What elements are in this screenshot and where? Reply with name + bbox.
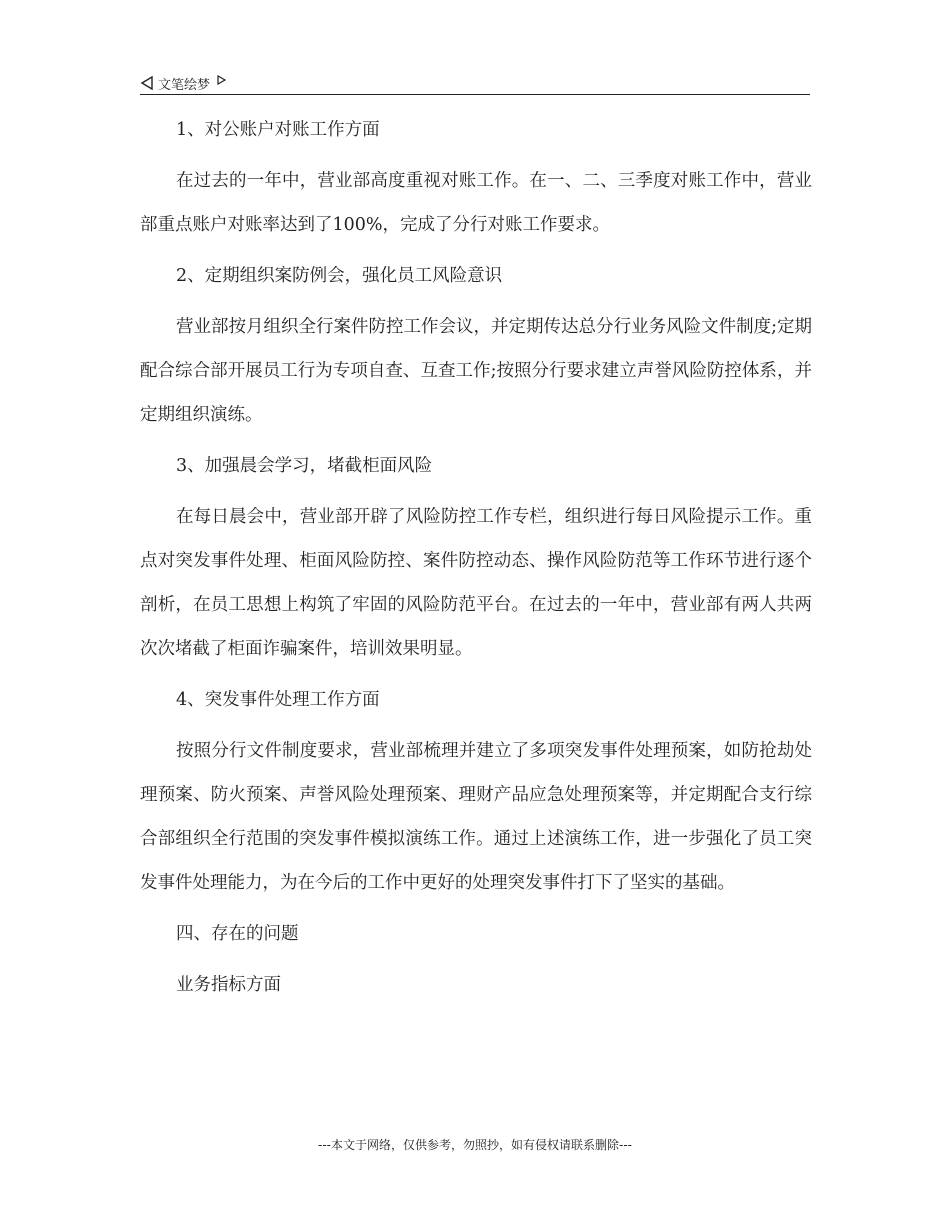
section-heading: 2、定期组织案防例会，强化员工风险意识 bbox=[176, 266, 503, 286]
subsection-heading: 业务指标方面 bbox=[176, 975, 281, 995]
section-heading: 3、加强晨会学习，堵截柜面风险 bbox=[176, 456, 433, 476]
triangle-left-icon bbox=[140, 76, 154, 90]
section-paragraph: 营业部按月组织全行案件防控工作会议，并定期传达总分行业务风险文件制度;定期配合综合部开展员工行为专项自查、互查工作;按照分行要求建立声誉风险防控体系，并定期组织演练。 bbox=[140, 317, 812, 425]
brand-name: 文笔绘梦 bbox=[158, 77, 211, 93]
section-paragraph: 在过去的一年中，营业部高度重视对账工作。在一、二、三季度对账工作中，营业部重点账户对账率达到了100%，完成了分行对账工作要求。 bbox=[140, 171, 812, 235]
section-paragraph: 在每日晨会中，营业部开辟了风险防控工作专栏，组织进行每日风险提示工作。重点对突发事件处理、柜面风险防控、案件防控动态、操作风险防范等工作环节进行逐个剖析，在员工思想上构筑了牢固的风险防范平台。在过去的一年中，营业部有两人共两次次堵截了柜面诈骗案件，培训效果明显。 bbox=[140, 507, 812, 659]
section-heading: 4、突发事件处理工作方面 bbox=[176, 690, 380, 710]
document-body bbox=[140, 108, 812, 1014]
chapter-heading: 四、存在的问题 bbox=[176, 924, 299, 944]
page-header bbox=[140, 72, 810, 95]
triangle-right-icon bbox=[216, 75, 226, 85]
section-paragraph: 按照分行文件制度要求，营业部梳理并建立了多项突发事件处理预案，如防抢劫处理预案、防火预案、声誉风险处理预案、理财产品应急处理预案等，并定期配合支行综合部组织全行范围的突发事件模拟演练工作。通过上述演练工作，进一步强化了员工突发事件处理能力，为在今后的工作中更好的处理突发事件打下了坚实的基础。 bbox=[140, 741, 812, 893]
page-footer-notice: ---本文于网络，仅供参考，勿照抄，如有侵权请联系删除--- bbox=[318, 1138, 632, 1152]
section-heading: 1、对公账户对账工作方面 bbox=[176, 120, 380, 140]
